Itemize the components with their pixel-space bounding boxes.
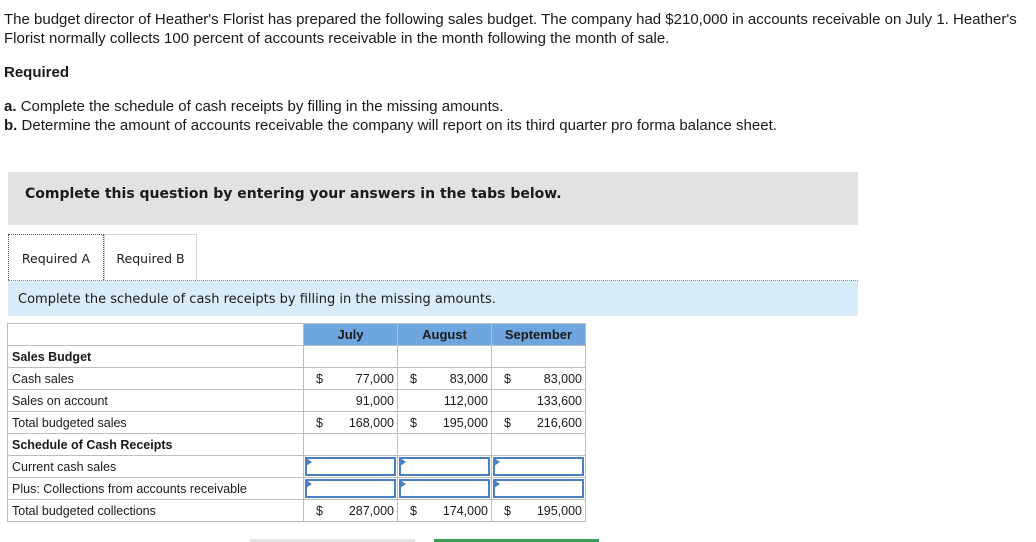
table-row: Sales on account 91,000 112,000 133,600 <box>8 390 586 412</box>
sales-budget-label: Sales Budget <box>8 346 304 368</box>
required-parts <box>4 97 777 135</box>
table-row <box>8 456 586 478</box>
part-b: b. Determine the amount of accounts receivable the company will report on its third quarter pro forma balance sheet. <box>4 117 777 134</box>
tab-instruction: Complete the schedule of cash receipts by filling in the missing amounts. <box>8 281 858 316</box>
total-budgeted-sales-label: Total budgeted sales <box>8 412 304 434</box>
problem-intro: The budget director of Heather's Florist has prepared the following sales budget. The company had $210,000 in accounts receivable on July 1. Heather's Florist normally collects 100 percent of accounts receivable in the month following the month of sale. <box>4 11 1017 47</box>
current-cash-sales-september-input[interactable] <box>493 457 584 476</box>
cash-sales-label: Cash sales <box>8 368 304 390</box>
collections-august-input[interactable] <box>399 479 490 498</box>
collections-label: Plus: Collections from accounts receivable <box>8 478 304 500</box>
banner-text: Complete this question by entering your answers in the tabs below. <box>25 186 562 202</box>
current-cash-sales-august-input[interactable] <box>399 457 490 476</box>
col-september: September <box>492 324 586 346</box>
sales-on-account-label: Sales on account <box>8 390 304 412</box>
table-row <box>8 434 586 456</box>
table-row: Total budgeted sales $ 168,000 $ 195,000 $ 216,600 <box>8 412 586 434</box>
instructions-banner <box>8 172 858 225</box>
table-row: Cash sales $ 77,000 $ 83,000 $ 83,000 <box>8 368 586 390</box>
table-row <box>8 478 586 500</box>
total-collections-label: Total budgeted collections <box>8 500 304 522</box>
table-row <box>8 346 586 368</box>
required-heading: Required <box>4 64 70 81</box>
schedule-label: Schedule of Cash Receipts <box>8 434 304 456</box>
current-cash-sales-label: Current cash sales <box>8 456 304 478</box>
cash-receipts-table <box>7 323 586 522</box>
col-august: August <box>398 324 492 346</box>
collections-july-input[interactable] <box>305 479 396 498</box>
table-row: Total budgeted collections $ 287,000 $ 174,000 $ 195,000 <box>8 500 586 522</box>
table-header-row <box>8 324 586 346</box>
tab-required-a[interactable]: Required A <box>8 234 104 280</box>
current-cash-sales-july-input[interactable] <box>305 457 396 476</box>
col-july: July <box>304 324 398 346</box>
part-a: a. Complete the schedule of cash receipts by filling in the missing amounts. <box>4 98 504 115</box>
collections-september-input[interactable] <box>493 479 584 498</box>
tab-required-b[interactable]: Required B <box>104 234 197 280</box>
